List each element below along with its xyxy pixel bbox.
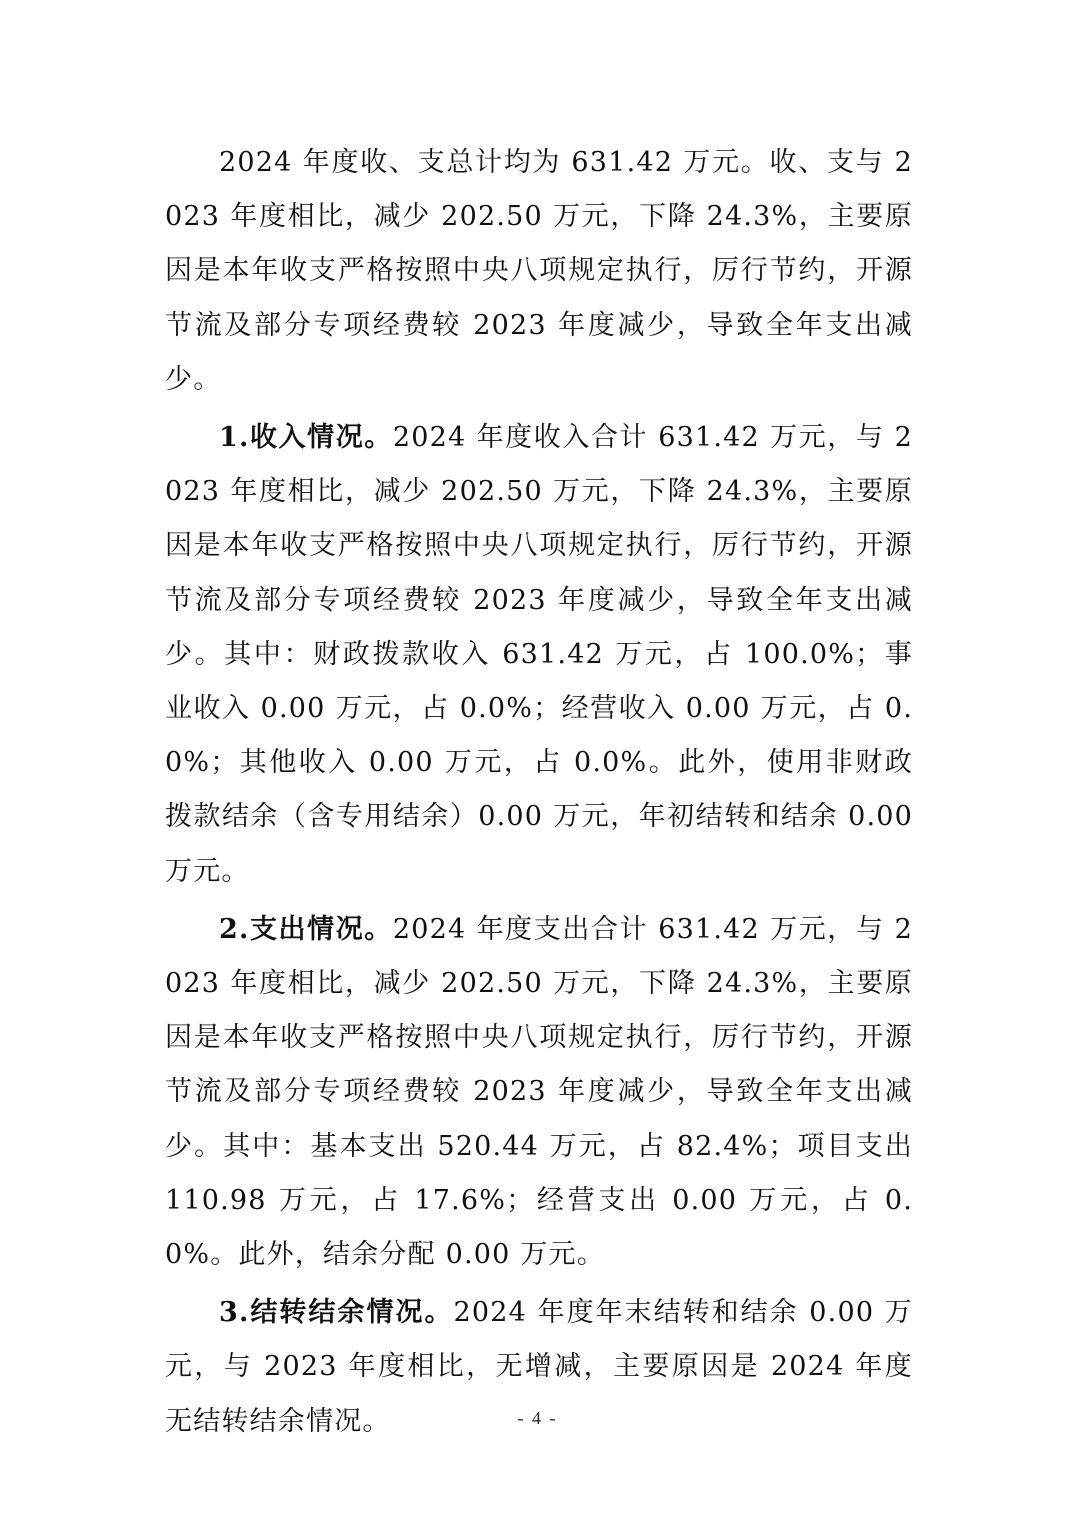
paragraph-expenditure xyxy=(165,903,913,1282)
paragraph-expenditure-text: 2024 年度支出合计 631.42 万元，与 2023 年度相比，减少 202.50 万元，下降 24.3%，主要原因是本年收支严格按照中央八项规定执行，厉行节约，开源节流及部分专项经费较 2023 年度减少，导致全年支出减少。其中：基本支出 520.44 万元，占 82.4%；项目支出 110.98 万元，占 17.6%；经营支出 0.00 万元，占 0.0%。此外，结余分配 0.00 万元。 xyxy=(165,913,913,1271)
paragraph-income-text: 2024 年度收入合计 631.42 万元，与 2023 年度相比，减少 202.50 万元，下降 24.3%，主要原因是本年收支严格按照中央八项规定执行，厉行节约，开源节流及部分专项经费较 2023 年度减少，导致全年支出减少。其中：财政拨款收入 631.42 万元，占 100.0%；事业收入 0.00 万元，占 0.0%；经营收入 0.00 万元，占 0.0%；其他收入 0.00 万元，占 0.0%。此外，使用非财政拨款结余（含专用结余）0.00 万元，年初结转和结余 0.00 万元。 xyxy=(165,422,913,887)
document-body xyxy=(165,136,913,1449)
paragraph-summary xyxy=(165,136,913,407)
paragraph-carryover-text: 2024 年度年末结转和结余 0.00 万元，与 2023 年度相比，无增减，主要原因是 2024 年度无结转结余情况。 xyxy=(165,1297,913,1437)
paragraph-carryover-heading: 3.结转结余情况。 xyxy=(219,1297,454,1329)
paragraph-income-heading: 1.收入情况。 xyxy=(219,422,393,454)
paragraph-summary-text: 2024 年度收、支总计均为 631.42 万元。收、支与 2023 年度相比，减少 202.50 万元，下降 24.3%，主要原因是本年收支严格按照中央八项规定执行，厉行节约，开源节流及部分专项经费较 2023 年度减少，导致全年支出减少。 xyxy=(165,147,913,395)
paragraph-expenditure-heading: 2.支出情况。 xyxy=(219,913,393,945)
paragraph-income xyxy=(165,411,913,899)
page-number: - 4 - xyxy=(517,1408,558,1428)
